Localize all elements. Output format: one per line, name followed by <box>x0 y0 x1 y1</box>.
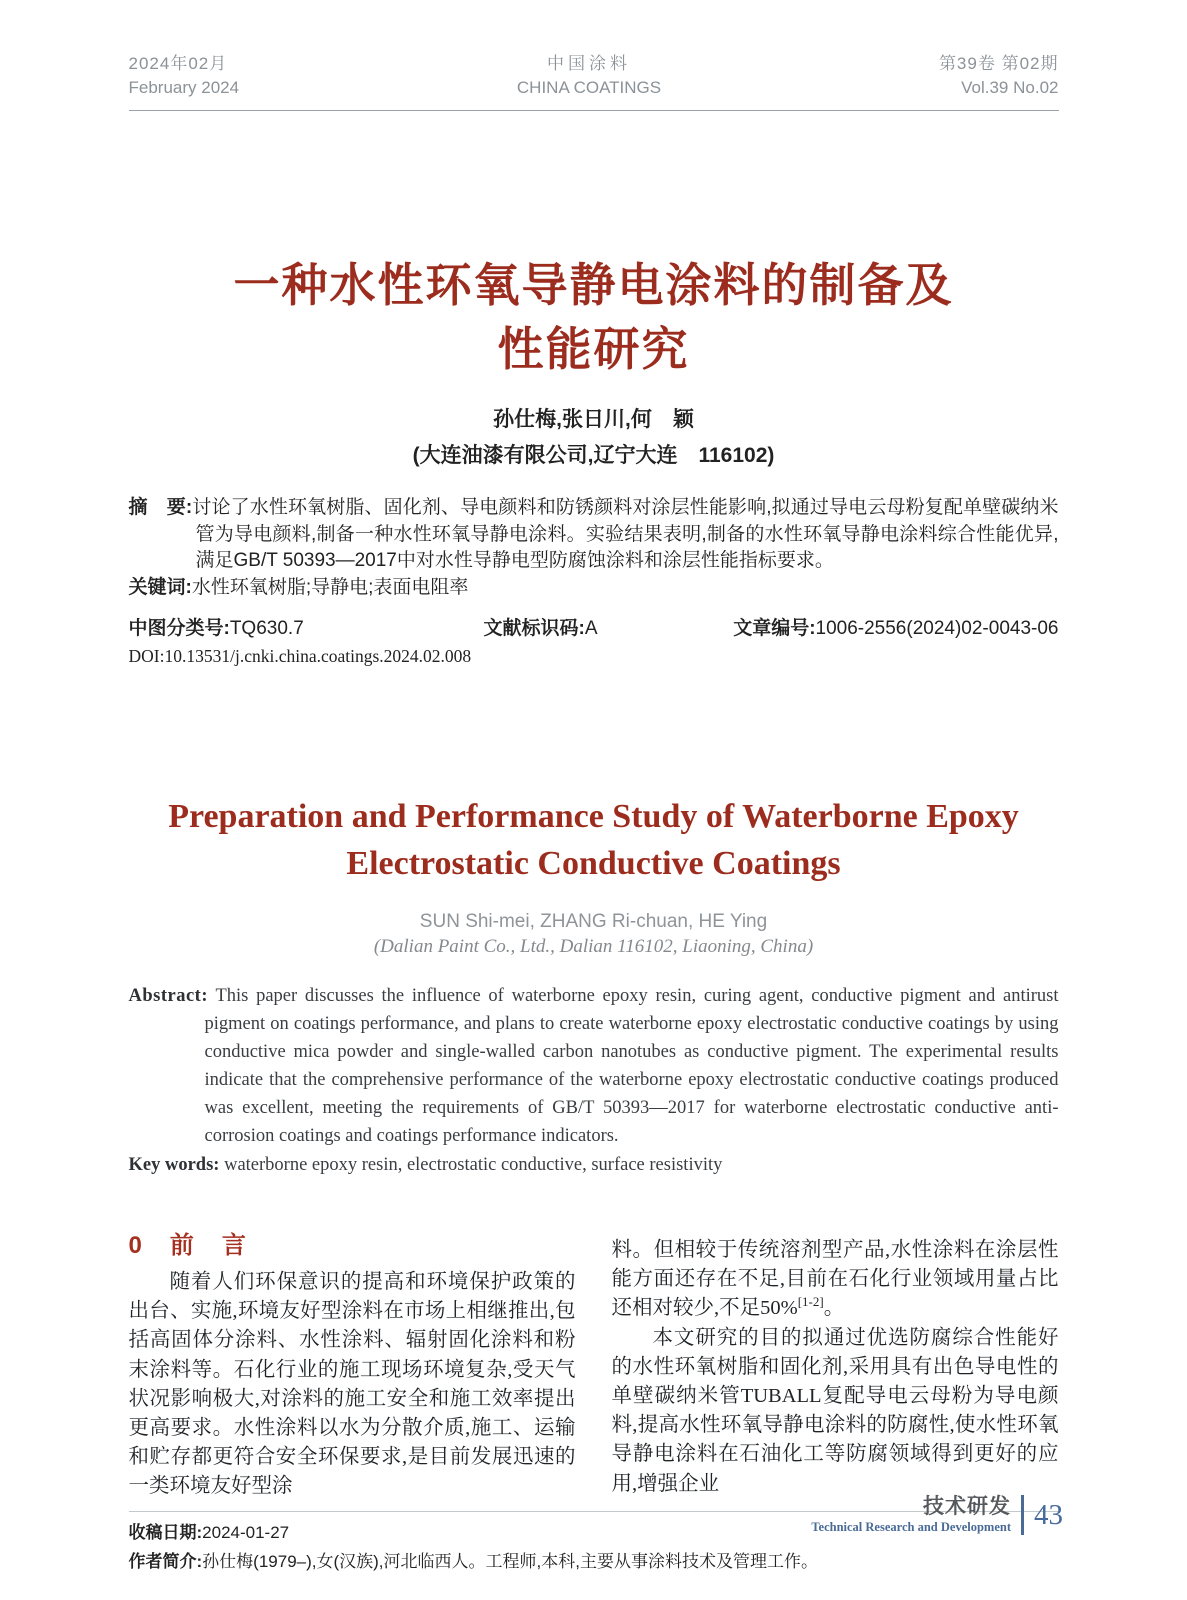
article-title-cn <box>129 253 1059 381</box>
paragraph: 随着人们环保意识的提高和环境保护政策的出台、实施,环境友好型涂料在市场上相继推出,包括高固体分涂料、水性涂料、辐射固化涂料和粉末涂料等。石化行业的施工现场环境复杂,受天气状况影响极大,对涂料的施工安全和施工效率提出更高要求。水性涂料以水为分散介质,施工、运输和贮存都更符合安全环保要求,是目前发展迅速的一类环境友好型涂 <box>128 1271 576 1498</box>
journal-name-en: CHINA COATINGS <box>516 78 662 97</box>
abstract-cn <box>129 495 1059 575</box>
page-number: 43 <box>1034 1498 1063 1531</box>
abstract-cn-label: 摘 要: <box>128 497 193 518</box>
keywords-en <box>129 1151 1059 1179</box>
doc-code-value: A <box>584 618 598 639</box>
body-column-right <box>612 1231 1059 1502</box>
article-title-cn-line1: 一种水性环氧导静电涂料的制备及 <box>233 259 954 311</box>
author-bio-value: 孙仕梅(1979–),女(汉族),河北临西人。工程师,本科,主要从事涂料技术及管理工作。 <box>202 1551 818 1571</box>
doc-code-item <box>484 613 598 640</box>
author-bio-row <box>129 1550 1059 1574</box>
abstract-en-label: Abstract: <box>128 986 209 1006</box>
doc-code-label: 文献标识码: <box>483 618 585 639</box>
clc-label: 中图分类号: <box>128 618 230 639</box>
clc-value: TQ630.7 <box>229 618 304 639</box>
article-id-item <box>733 613 1058 640</box>
clc-item <box>129 618 304 639</box>
journal-name-cn: 中国涂料 <box>547 54 631 73</box>
authors-en: SUN Shi-mei, ZHANG Ri-chuan, HE Ying <box>419 911 768 932</box>
abstract-en <box>129 982 1059 1150</box>
received-date-label: 收稿日期: <box>128 1522 203 1542</box>
article-id-value: 1006-2556(2024)02-0043-06 <box>815 618 1059 639</box>
doi: DOI:10.13531/j.cnki.china.coatings.2024.02.008 <box>128 646 472 666</box>
keywords-cn-text: 水性环氧树脂;导静电;表面电阻率 <box>191 576 469 598</box>
keywords-en-label: Key words: <box>128 1155 220 1175</box>
affiliation-cn: (大连油漆有限公司,辽宁大连 116102) <box>412 444 775 467</box>
article-title-cn-line2: 性能研究 <box>497 323 690 375</box>
author-bio-label: 作者简介: <box>128 1551 203 1571</box>
footer-column-en: Technical Research and Development <box>811 1520 1011 1534</box>
header-journal-name <box>517 52 661 100</box>
issue-date-en: February 2024 <box>128 78 240 97</box>
body-column-left <box>129 1231 576 1502</box>
footer-column-labels <box>811 1495 1021 1535</box>
paragraph: 本文研究的目的拟通过优选防腐综合性能好的水性环氧树脂和固化剂,采用具有出色导电性的单壁碳纳米管TUBALL复配导电云母粉为导电颜料,提高水性环氧导静电涂料的防腐性,使水性环氧导静电涂料在石油化工等防腐领域得到更好的应用,增强企业 <box>611 1326 1059 1495</box>
journal-header <box>129 52 1059 111</box>
article-title-en-line2: Electrostatic Conductive Coatings <box>346 845 841 882</box>
keywords-cn <box>129 575 1059 602</box>
keywords-en-text: waterborne epoxy resin, electrostatic conductive, surface resistivity <box>224 1155 723 1175</box>
header-volume-issue <box>939 52 1059 100</box>
article-id-label: 文章编号: <box>733 618 816 639</box>
issue-date-cn: 2024年02月 <box>128 54 228 73</box>
citation-reference: [1-2] <box>797 1294 824 1310</box>
abstract-cn-text: 讨论了水性环氧树脂、固化剂、导电颜料和防锈颜料对涂层性能影响,拟通过导电云母粉复配单壁碳纳米管为导电颜料,制备一种水性环氧导静电涂料。实验结果表明,制备的水性环氧导静电涂料综合性能优异,满足GB/T 50393—2017中对水性导静电型防腐蚀涂料和涂层性能指标要求。 <box>192 497 1059 571</box>
keywords-cn-label: 关键词: <box>128 576 192 598</box>
volume-issue-cn: 第39卷 第02期 <box>938 54 1059 73</box>
affiliation-en: (Dalian Paint Co., Ltd., Dalian 116102, Liaoning, China) <box>373 936 814 957</box>
body-columns <box>129 1231 1059 1502</box>
paragraph-text: 料。但相较于传统溶剂型产品,水性涂料在涂层性能方面还存在不足,目前在石化行业领域用量占比还相对较少,不足50% <box>611 1239 1059 1320</box>
article-title-en-line1: Preparation and Performance Study of Waterborne Epoxy <box>168 798 1019 835</box>
article-title-en <box>129 793 1059 887</box>
section-heading-introduction: 0 前 言 <box>128 1232 248 1259</box>
paragraph <box>612 1236 1059 1324</box>
received-date-value: 2024-01-27 <box>202 1522 290 1542</box>
volume-issue-en: Vol.39 No.02 <box>961 78 1059 97</box>
header-issue-date <box>129 52 240 100</box>
abstract-en-text: This paper discusses the influence of waterborne epoxy resin, curing agent, conductive pigment and antirust pigment on coatings performance, and plans to create waterborne epoxy electrostatic conductive coatings by using conductive mica powder and single-walled carbon nanotubes as conductive pigment. The experimental results indicate that the comprehensive performance of the waterborne epoxy electrostatic conductive coatings produced was excellent, meeting the requirements of GB/T 50393—2017 for waterborne electrostatic conductive anti-corrosion coatings and coatings performance indicators. <box>204 986 1059 1146</box>
authors-cn: 孙仕梅,张日川,何 颖 <box>493 408 694 431</box>
paragraph-text: 。 <box>823 1297 845 1320</box>
footer-column-cn: 技术研发 <box>923 1495 1011 1518</box>
classification-row <box>129 613 1059 639</box>
page-footer <box>811 1495 1063 1535</box>
